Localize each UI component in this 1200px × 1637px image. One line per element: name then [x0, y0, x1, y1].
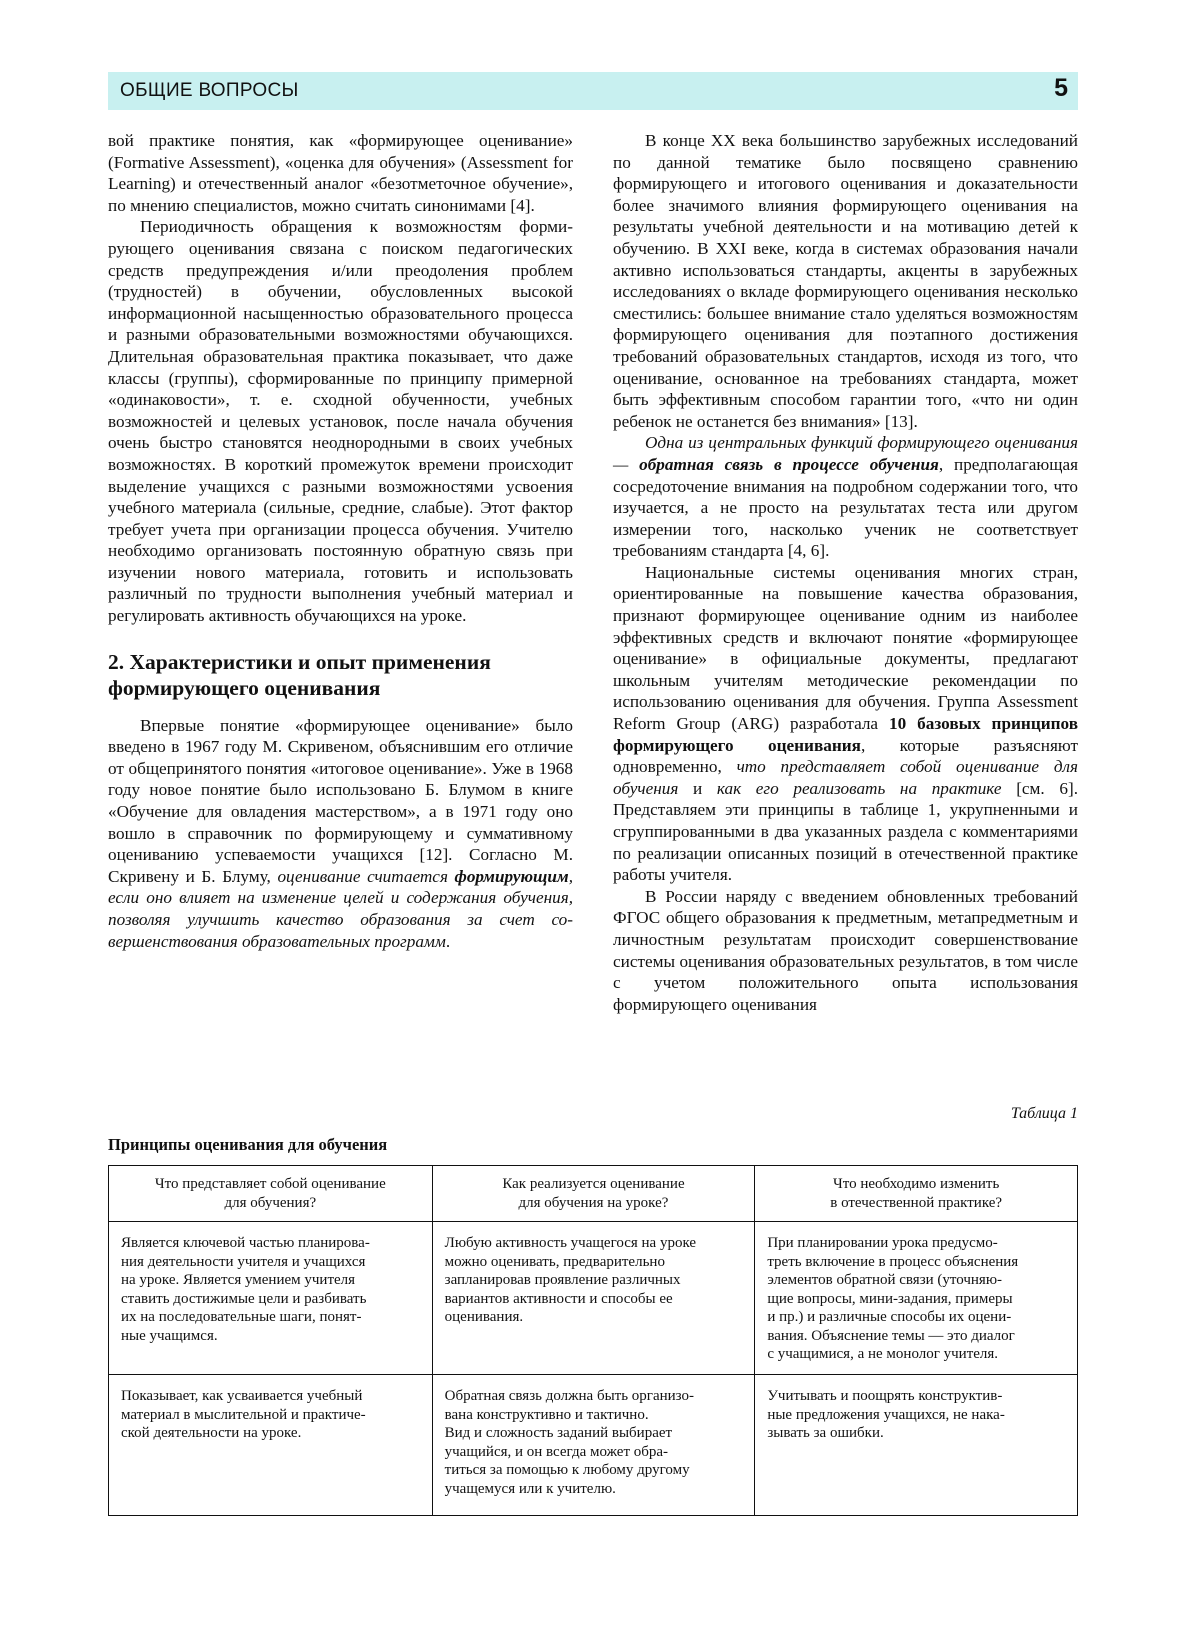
paragraph: вой практике понятия, как «формирующее оценивание» (Formative Assessment), «оценка для обучения» (Assessment for Learning) и отечественный аналог «безотметочное обучение», по мнению специалистов, можно считать синонимами [4].: [108, 131, 573, 215]
column-header: Как реализуется оценивание для обучения на уроке?: [432, 1166, 755, 1222]
principles-table: [108, 1165, 1078, 1516]
paragraph: [613, 432, 1078, 562]
section-heading: 2. Характеристики и опыт применения формирующего оценивания: [108, 649, 491, 700]
column-header: Что представляет собой оценивание для обучения?: [109, 1166, 433, 1222]
italic-text: что представляет собой оценивание для обучения: [613, 757, 1079, 798]
section-label: ОБЩИЕ ВОПРОСЫ: [120, 80, 299, 101]
column-header: Что необходимо изменить в отечественной практике?: [755, 1166, 1078, 1222]
left-column: [108, 130, 573, 952]
paragraph-text: , которые разъясняют одновременно,: [613, 735, 1078, 777]
paragraph-text: , предполагающая сосредоточение внимания на подробном содержании того, что изучается, а не просто на результатах теста или другом измерении того, насколько ученик не соответствует требованиям стандарта [4, 6].: [613, 454, 1078, 561]
table-cell: Обратная связь должна быть организо- вана конструктивно и тактично. Вид и сложность заданий выбирает учащийся, и он всегда может обра- титься за помощью к любому другому учащемуся или к учителю.: [432, 1375, 755, 1516]
table-row: [109, 1375, 1078, 1516]
right-column: [613, 130, 1078, 1015]
italic-text: как его реализовать на практике: [716, 778, 1002, 798]
table-title: Принципы оценивания для обучения: [108, 1135, 388, 1154]
table-cell: Показывает, как усваивается учебный материал в мыслительной и практиче- ской деятельности на уроке.: [109, 1375, 433, 1516]
table-caption: Таблица 1: [1010, 1105, 1078, 1122]
italic-text: оценивание считается: [277, 866, 455, 886]
paragraph-text: Национальные системы оценивания многих стран, ориентированные на повышение качества образования, признают формирующее оценивание одним из наиболее эффективных средств и включают понятие «формирующее оценивание» в официальные документы, предлагают школьным учителям методические рекомендации по использованию оценивания для обучения. Группа Assessment Reform Group (ARG) разработала: [613, 562, 1078, 734]
paragraph-text: Впервые понятие «формирующее оценивание» было введено в 1967 году М. Скривеном, объяснившим его отличие от общепринятого понятия «итоговое оценивание». Уже в 1968 году новое понятие было использовано Б. Блумом в книге «Обучение для овладения мастерством», а в 1971 году оно вошло в справочник по формирующему и суммативному оцениванию успеваемости учащихся [12]. Согласно М. Скривену и Б. Блуму,: [108, 715, 573, 886]
table-cell: Любую активность учащегося на уроке можно оценивать, предварительно запланировав проявление различных вариантов активности и способы ее оценивания.: [432, 1222, 755, 1375]
table-cell: При планировании урока предусмо- треть включение в процесс объяснения элементов обратной связи (уточняю- щие вопросы, мини-задания, примеры и пр.) и различные способы их оцени- вания. Объяснение темы — это диалог с учащимися, а не монолог учителя.: [755, 1222, 1078, 1375]
italic-text: , если оно влияет на изменение целей и содержания обучения, позволяя улучшить качество образования за счет совершенствования образовательных программ: [108, 866, 573, 951]
table-cell: Учитывать и поощрять конструктив- ные предложения учащихся, не нака- зывать за ошибки.: [755, 1375, 1078, 1516]
bold-italic-term: формирующим: [454, 866, 569, 886]
paragraph-text: .: [445, 931, 451, 951]
bold-term: 10 базовых принципов формирующего оценивания: [613, 714, 1078, 755]
table-header-row: [109, 1166, 1078, 1222]
table-cell: Является ключевой частью планирова- ния деятельности учителя и учащихся на уроке. Является умением учителя ставить достижимые цели и разбивать их на последовательные шаги, понят- ные учащимся.: [109, 1222, 433, 1375]
paragraph: [613, 562, 1078, 886]
paragraph: В конце XX века большинство зарубежных исследований по данной тематике было посвящено сравнению формирующего и итогового оценивания и доказательности более значимого влияния формирующего оценивания на результаты учебной деятельности и на мотивацию детей к обучению. В XXI веке, когда в системах образования начали активно использоваться стандарты, акценты в зарубежных исследованиях о вкладе формирующего оценивания несколько сместились: большее внимание стало уделяться возможностям формирующего оценивания для поэтапного достижения требований образовательных стандартов, исходя из того, что оценивание, основанное на требованиях стандарта, может быть эффективным способом гарантии того, «что ни один ребенок не останется без внимания» [13].: [613, 131, 1078, 431]
paragraph: Периодичность обращения к возможностям формирующего оценивания связана с поиском педагогических средств предупреждения и/или преодоления проблем (трудностей) в обучении, обусловленных высокой информационной насыщенностью образовательного процесса и разными образовательными возможностями обучающихся. Длительная образовательная практика показывает, что даже классы (группы), сформированные по принципу примерной «одинаковости», т. е. сходной обученности, учебных возможностей и целевых установок, после начала обучения очень быстро становятся неоднородными в своих учебных возможностях. В короткий промежуток времени происходит выделение учащихся с разными возможностями усвоения учебного материала (сильные, средние, слабые). Этот фактор требует учета при организации процесса обучения. Учителю необходимо организовать постоянную обратную связь при изучении нового материала, готовить и использовать различный по трудности выполнения учебный материал и регулировать активность обучающихся на уроке.: [108, 217, 573, 626]
paragraph: В России наряду с введением обновленных требований ФГОС общего образования к предметным, метапредметным и личностным результатам происходит совершенствование системы оценивания образовательных результатов, в том числе с учетом положительного опыта использования формирующего оценивания: [613, 886, 1078, 1014]
paragraph: [108, 715, 573, 953]
page-number: 5: [1054, 74, 1068, 102]
paragraph-text: [см. 6]. Представляем эти принципы в таблице 1, укрупненными и сгруппированными в два указанных раздела с комментариями по реализации описанных позиций в отечественной практике работы учителя.: [613, 778, 1078, 885]
bold-italic-term: обратная связь в процессе обучения: [639, 454, 939, 474]
italic-text: Одна из центральных функций формирующего оценивания —: [613, 433, 1078, 474]
paragraph-text: и: [678, 778, 717, 798]
table-row: [109, 1222, 1078, 1375]
running-header: [108, 72, 1078, 110]
